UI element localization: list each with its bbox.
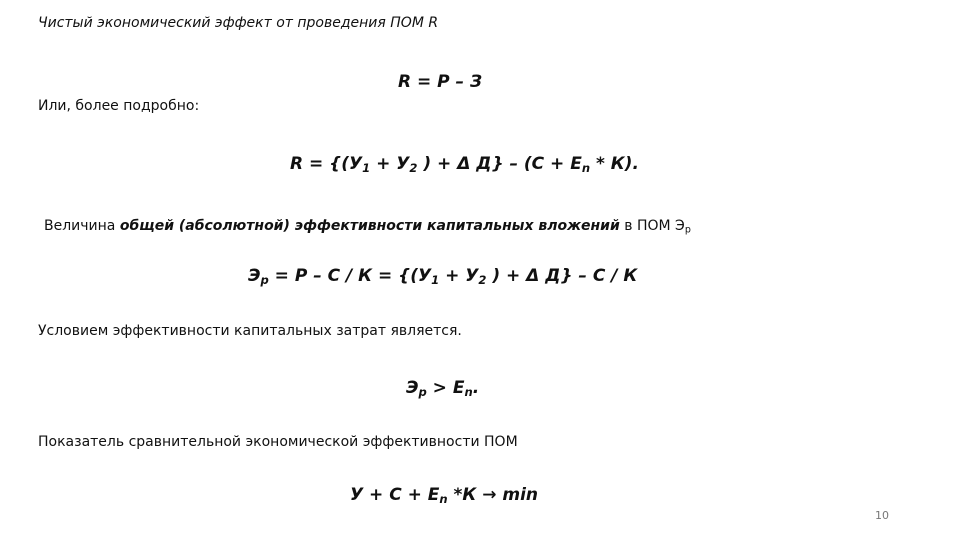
formula-absolute-effectiveness: $Э_р = Р - С / К = \{(У_1 + У_2$ ) + Δ Д} – С / К [248, 266, 638, 287]
slide-title: Чистый экономический эффект от проведения ПОМ R [38, 15, 439, 31]
text-efficiency-condition: Условием эффективности капитальных затрат является. [38, 323, 462, 339]
formula-net-effect: R = P – З [398, 72, 483, 92]
formula-comparative-efficiency: $У + С + Е_n$ *К → min [350, 485, 539, 506]
text-comparative-efficiency: Показатель сравнительной экономической эффективности ПОМ [38, 434, 518, 450]
formula-net-effect-detailed: $R = \{(У_1 + У_2$ ) + Δ $Д\} - (С + Е_n * К)$. [290, 154, 639, 175]
text-absolute-effectiveness: Величина общей (абсолютной) эффективности капитальных вложений в ПОМ $Э_р$ [44, 218, 691, 236]
formula-efficiency-condition: $Э_р > Е_n$. [406, 378, 480, 399]
page-number: 10 [875, 509, 889, 522]
text-more-detail: Или, более подробно: [38, 98, 200, 114]
